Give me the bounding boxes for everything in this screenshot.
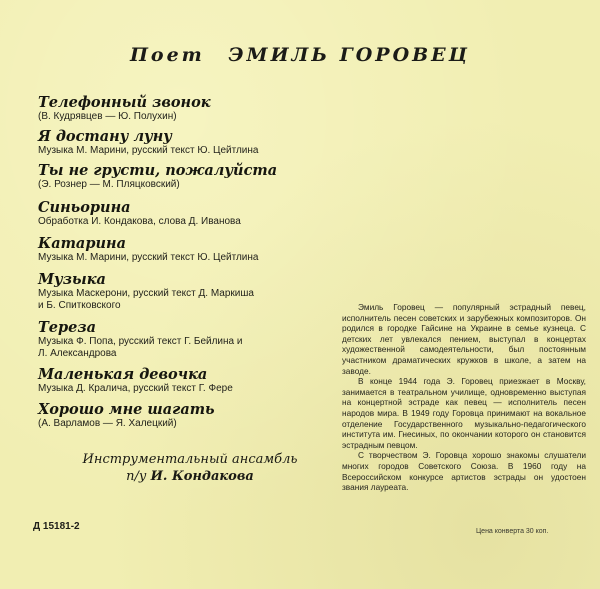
track-title: Синьорина [38,199,131,216]
track-credit: Музыка М. Марини, русский текст Ю. Цейтлина [38,252,259,263]
price-label: Цена конверта 30 коп. [476,528,549,535]
ensemble-prefix: п/у [126,469,147,484]
biography-paragraph: С творчеством Э. Горовца хорошо знакомы слушатели многих городов Советского Союза. В 1960 году на Всероссийском конкурсе артистов эстрады он удостоен звания лауреата. [342,450,586,493]
ensemble-line: Инструментальный ансамбль [82,452,298,467]
track-title: Катарина [38,235,126,252]
track-credit: Обработка И. Кондакова, слова Д. Иванова [38,216,241,227]
track-title: Ты не грусти, пожалуйста [38,162,278,179]
track-item [38,235,328,264]
track-credit: Музыка М. Марини, русский текст Ю. Цейтлина [38,145,259,156]
biography-paragraph: В конце 1944 года Э. Горовец приезжает в Москву, занимается в театральном училище, одновременно выступая на концертной эстраде как певец — исполнитель песен народов мира. В 1949 году Горовца принимают на вокальное отделение Государственного музыкально-педагогического института им. Гнесиных, по окончании которого он становится эстрадным певцом. [342,376,586,450]
track-credit: (Э. Рознер — М. Пляцковский) [38,179,180,190]
artist-name: ЭМИЛЬ ГОРОВЕЦ [228,44,471,66]
track-credit: Музыка Ф. Попа, русский текст Г. Бейлина и [38,336,243,347]
track-item [38,94,328,123]
biography [342,302,586,493]
catalog-number: Д 15181-2 [33,521,80,532]
track-credit-continued: и Б. Спитковского [38,300,121,311]
track-title: Хорошо мне шагать [38,401,215,418]
track-title: Тереза [38,319,97,336]
track-item [38,401,328,430]
track-item [38,162,328,191]
track-item [38,128,328,157]
track-credit-continued: Л. Александрова [38,348,117,359]
track-item [38,199,328,228]
title-word: Поет [129,44,205,66]
track-title: Маленькая девочка [38,366,208,383]
track-title: Музыка [38,271,106,288]
track-item [38,319,328,360]
track-credit: (В. Кудрявцев — Ю. Полухин) [38,111,177,122]
track-item [38,271,328,312]
track-title: Я достану луну [38,128,172,145]
track-credit: Музыка Д. Кралича, русский текст Г. Фере [38,383,233,394]
track-credit: (А. Варламов — Я. Халецкий) [38,418,177,429]
page-title [0,44,600,66]
ensemble-leader: И. Кондакова [150,469,254,484]
biography-paragraph: Эмиль Горовец — популярный эстрадный певец, исполнитель песен советских и зарубежных композиторов. Он родился в городке Гайсине на Украине в семье кузнеца. С детских лет увлекался пением, выступал в концертах художественной самодеятельности, был постоянным участником драматических кружков в школе, а затем на заводе. [342,302,586,376]
track-title: Телефонный звонок [38,94,211,111]
track-item [38,366,328,395]
ensemble-leader-line [60,469,320,485]
track-credit: Музыка Маскерони, русский текст Д. Маркиша [38,288,254,299]
